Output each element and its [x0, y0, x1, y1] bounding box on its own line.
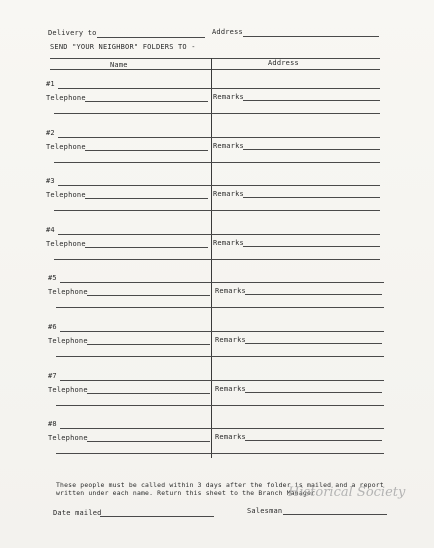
- column-divider: [211, 58, 212, 458]
- entry-remarks-label: Remarks: [215, 433, 246, 441]
- entry-telephone-label: Telephone: [48, 337, 88, 345]
- entry-remarks-field[interactable]: [245, 343, 382, 344]
- entry-name-line[interactable]: [58, 234, 380, 235]
- entry-extra-line[interactable]: [54, 259, 380, 260]
- entry-telephone-field[interactable]: [85, 150, 208, 151]
- entry-telephone-field[interactable]: [85, 247, 208, 248]
- entry-number: #3: [46, 177, 55, 185]
- entry-name-line[interactable]: [60, 282, 384, 283]
- entry-remarks-label: Remarks: [215, 287, 246, 295]
- entry-extra-line[interactable]: [56, 307, 384, 308]
- entry-name-line[interactable]: [60, 428, 384, 429]
- address-field[interactable]: [243, 36, 379, 37]
- entry-extra-line[interactable]: [54, 210, 380, 211]
- salesman-field[interactable]: [283, 514, 387, 515]
- entry-extra-line[interactable]: [54, 113, 380, 114]
- column-header-address: Address: [268, 59, 299, 67]
- entry-number: #4: [46, 226, 55, 234]
- entry-remarks-label: Remarks: [215, 336, 246, 344]
- delivery-label: Delivery to: [48, 29, 97, 37]
- entry-number: #1: [46, 80, 55, 88]
- address-label: Address: [212, 28, 243, 36]
- entry-name-line[interactable]: [58, 137, 380, 138]
- entry-name-line[interactable]: [58, 88, 380, 89]
- entry-number: #8: [48, 420, 57, 428]
- salesman-label: Salesman: [247, 507, 283, 515]
- entry-telephone-field[interactable]: [87, 295, 210, 296]
- entry-extra-line[interactable]: [54, 162, 380, 163]
- entry-telephone-label: Telephone: [48, 434, 88, 442]
- entry-remarks-label: Remarks: [215, 385, 246, 393]
- entry-remarks-field[interactable]: [243, 246, 380, 247]
- entry-extra-line[interactable]: [56, 453, 384, 454]
- entry-remarks-field[interactable]: [245, 392, 382, 393]
- entry-telephone-field[interactable]: [87, 441, 210, 442]
- entry-telephone-label: Telephone: [48, 288, 88, 296]
- send-folders-heading: SEND "YOUR NEIGHBOR" FOLDERS TO -: [50, 43, 196, 51]
- entry-number: #7: [48, 372, 57, 380]
- date-mailed-label: Date mailed: [53, 509, 102, 517]
- entry-remarks-label: Remarks: [213, 93, 244, 101]
- entry-name-line[interactable]: [60, 331, 384, 332]
- entry-extra-line[interactable]: [56, 356, 384, 357]
- date-mailed-field[interactable]: [100, 516, 214, 517]
- entry-remarks-field[interactable]: [245, 294, 382, 295]
- entry-telephone-field[interactable]: [87, 344, 210, 345]
- entry-telephone-label: Telephone: [46, 143, 86, 151]
- instructions-line-1: These people must be called within 3 days after the folder is mailed and a report: [56, 481, 384, 489]
- column-header-underline: [50, 69, 380, 70]
- entry-telephone-field[interactable]: [85, 198, 208, 199]
- entry-remarks-field[interactable]: [243, 100, 380, 101]
- entry-name-line[interactable]: [60, 380, 384, 381]
- entry-remarks-label: Remarks: [213, 190, 244, 198]
- entry-telephone-field[interactable]: [85, 101, 208, 102]
- entry-remarks-field[interactable]: [243, 149, 380, 150]
- entry-remarks-label: Remarks: [213, 239, 244, 247]
- entry-telephone-label: Telephone: [46, 94, 86, 102]
- entry-remarks-label: Remarks: [213, 142, 244, 150]
- entry-telephone-label: Telephone: [46, 240, 86, 248]
- entry-telephone-label: Telephone: [46, 191, 86, 199]
- instructions-line-2: written under each name. Return this sheet to the Branch Manager.: [56, 489, 320, 497]
- column-header-rule: [50, 58, 380, 59]
- entry-number: #5: [48, 274, 57, 282]
- entry-remarks-field[interactable]: [243, 197, 380, 198]
- entry-remarks-field[interactable]: [245, 440, 382, 441]
- delivery-field[interactable]: [97, 37, 205, 38]
- historical-society-watermark: Historical Society: [288, 485, 406, 500]
- entry-number: #6: [48, 323, 57, 331]
- column-header-name: Name: [110, 61, 128, 69]
- entry-name-line[interactable]: [58, 185, 380, 186]
- entry-telephone-field[interactable]: [87, 393, 210, 394]
- entry-telephone-label: Telephone: [48, 386, 88, 394]
- entry-extra-line[interactable]: [56, 405, 384, 406]
- entry-number: #2: [46, 129, 55, 137]
